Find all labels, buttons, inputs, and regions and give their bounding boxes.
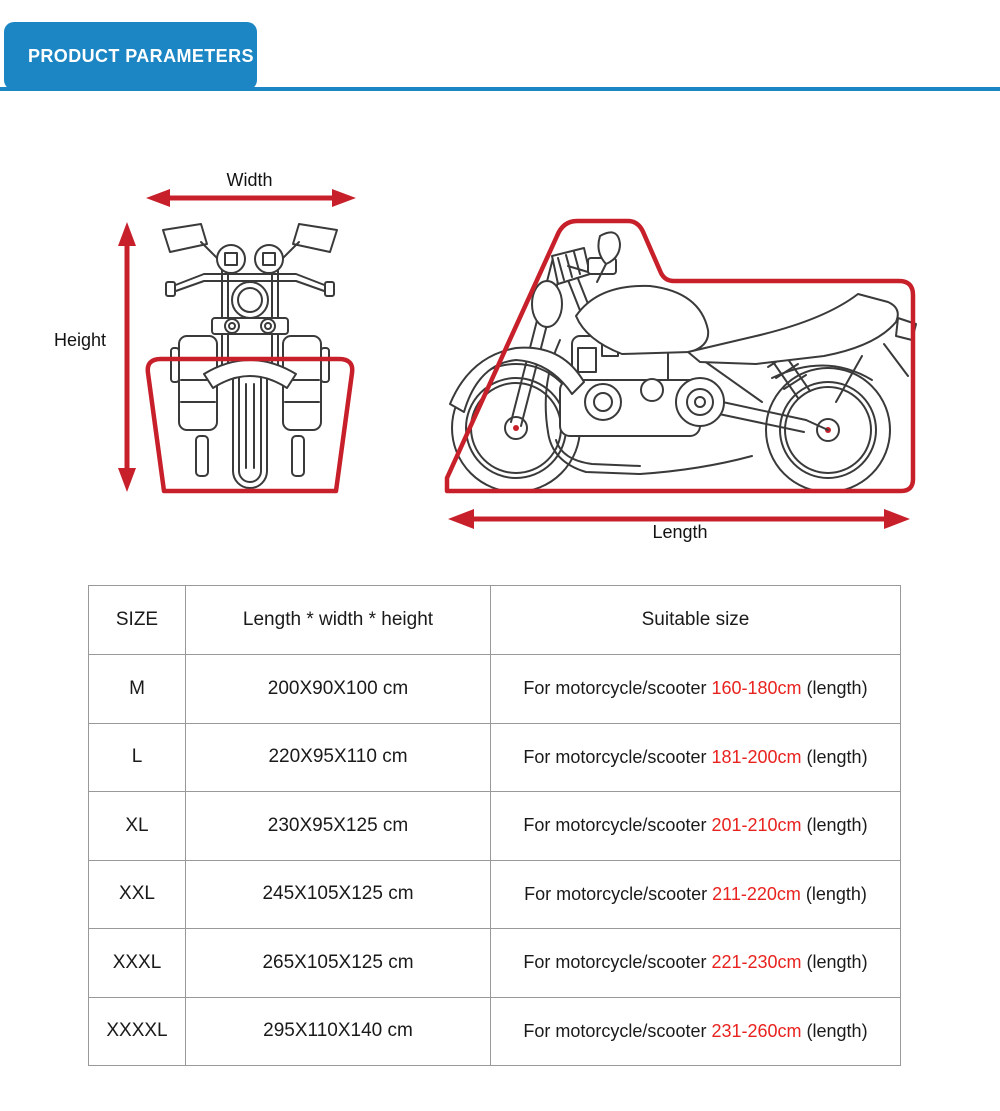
dimensions-cell: 245X105X125 cm	[186, 860, 491, 929]
size-cell: XXL	[89, 860, 186, 929]
suitable-range: 201-210cm	[711, 815, 802, 836]
table-row	[89, 655, 901, 724]
table-row	[89, 792, 901, 861]
suitable-prefix: For motorcycle/scooter	[524, 883, 713, 904]
section-title: PRODUCT PARAMETERS	[28, 45, 254, 66]
dimensions-cell: 230X95X125 cm	[186, 792, 491, 861]
suitable-prefix: For motorcycle/scooter	[523, 952, 712, 973]
suitable-range: 211-220cm	[712, 883, 801, 904]
dimensions-cell: 220X95X110 cm	[186, 723, 491, 792]
suitable-suffix: (length)	[801, 1020, 868, 1041]
section-title-badge	[4, 22, 257, 90]
suitable-size-cell	[491, 860, 901, 929]
suitable-suffix: (length)	[801, 678, 868, 699]
suitable-size-cell	[491, 723, 901, 792]
dimensions-cell: 200X90X100 cm	[186, 655, 491, 724]
width-dimension-label: Width	[226, 170, 273, 190]
suitable-suffix: (length)	[801, 746, 868, 767]
suitable-size-cell	[491, 655, 901, 724]
suitable-range: 181-200cm	[711, 746, 802, 767]
size-cell: XL	[89, 792, 186, 861]
width-arrow	[146, 189, 356, 207]
length-arrow	[448, 509, 910, 529]
suitable-prefix: For motorcycle/scooter	[523, 815, 712, 836]
motorcycle-side-view-drawing	[450, 232, 916, 492]
table-row	[89, 997, 901, 1066]
dimensions-cell: 295X110X140 cm	[186, 997, 491, 1066]
table-row	[89, 929, 901, 998]
column-header-dimensions: Length * width * height	[186, 586, 491, 655]
length-dimension-label: Length	[652, 522, 708, 542]
size-cell: XXXXL	[89, 997, 186, 1066]
column-header-size: SIZE	[89, 586, 186, 655]
suitable-range: 231-260cm	[711, 1020, 802, 1041]
table-header-row	[89, 586, 901, 655]
suitable-prefix: For motorcycle/scooter	[523, 746, 712, 767]
size-chart-table	[88, 585, 901, 1066]
size-cell: L	[89, 723, 186, 792]
table-row	[89, 860, 901, 929]
size-cell: M	[89, 655, 186, 724]
column-header-suitable-size: Suitable size	[491, 586, 901, 655]
suitable-suffix: (length)	[801, 815, 868, 836]
suitable-range: 160-180cm	[711, 678, 802, 699]
table-row	[89, 723, 901, 792]
suitable-size-cell	[491, 929, 901, 998]
height-arrow	[118, 222, 136, 492]
suitable-range: 221-230cm	[711, 952, 802, 973]
dimensions-cell: 265X105X125 cm	[186, 929, 491, 998]
size-cell: XXXL	[89, 929, 186, 998]
suitable-size-cell	[491, 997, 901, 1066]
suitable-suffix: (length)	[800, 883, 867, 904]
height-dimension-label: Height	[53, 330, 107, 350]
suitable-suffix: (length)	[801, 952, 868, 973]
cover-size-diagram	[0, 140, 1000, 560]
suitable-prefix: For motorcycle/scooter	[523, 678, 712, 699]
motorcycle-front-view-drawing	[163, 224, 337, 488]
suitable-prefix: For motorcycle/scooter	[523, 1020, 712, 1041]
suitable-size-cell	[491, 792, 901, 861]
